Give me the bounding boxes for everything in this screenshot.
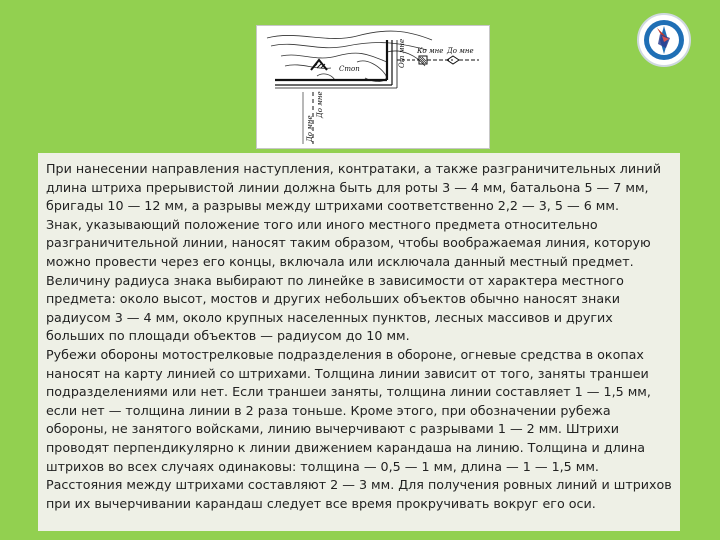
map-figure [256, 25, 490, 149]
figure-label-do-mne-right: До мне [447, 47, 474, 55]
figure-label-do-mne-vertical: До мне [316, 91, 324, 118]
figure-label-ko-mne: Ко мне [417, 47, 444, 55]
figure-label-vertical: До мне [306, 115, 314, 142]
paragraph-2: Знак, указывающий положение того или иного местного предмета относительно разграничительной линии, наносят таким образом, чтобы воображаемая линия, которую можно провести через его концы, включала или исключала данный местный предмет. [46, 216, 651, 269]
body-text [46, 160, 674, 513]
paragraph-4: Рубежи обороны мотострелковые подразделения в обороне, огневые средства в окопах наносят на карту линией со штрихами. Толщина линии зависит от того, заняты траншеи подразделениями или нет. Если траншеи заняты, толщина линии составляет 1 — 1,5 мм, если нет — толщина линии в 2 раза тоньше. Кроме этого, при обозначении рубежа обороны, не занятого войсками, линию вычерчивают с разрывами 1 — 2 мм. Штрихи проводят перпендикулярно к линии движением карандаша на линию. Толщина и длина штрихов во всех случаях одинаковы: толщина — 0,5 — 1 мм, длина — 1 — 1,5 мм. Расстояния между штрихами составляют 2 — 3 мм. Для получения ровных линий и штрихов при их вычерчивании карандаш следует все время прокручивать вокруг его оси. [46, 346, 672, 511]
figure-drawing [257, 26, 491, 150]
paragraph-1: При нанесении направления наступления, контратаки, а также разграничительных линий длина штриха прерывистой линии должна быть для роты 3 — 4 мм, батальона 5 — 7 мм, бригады 10 — 12 мм, а разрывы между штрихами соответственно 2,2 — 3, 5 — 6 мм. [46, 161, 661, 214]
compass-icon [636, 12, 692, 68]
figure-label-ot-mne: От мне [398, 38, 406, 68]
figure-label-stop: Стоп [339, 65, 360, 73]
paragraph-3: Величину радиуса знака выбирают по линейке в зависимости от характера местного предмета: около высот, мостов и других небольших объектов обычно наносят знаки радиусом 3 — 4 мм, около крупных населенных пунктов, лесных массивов и других больших по площади объектов — радиусом до 10 мм. [46, 272, 624, 344]
